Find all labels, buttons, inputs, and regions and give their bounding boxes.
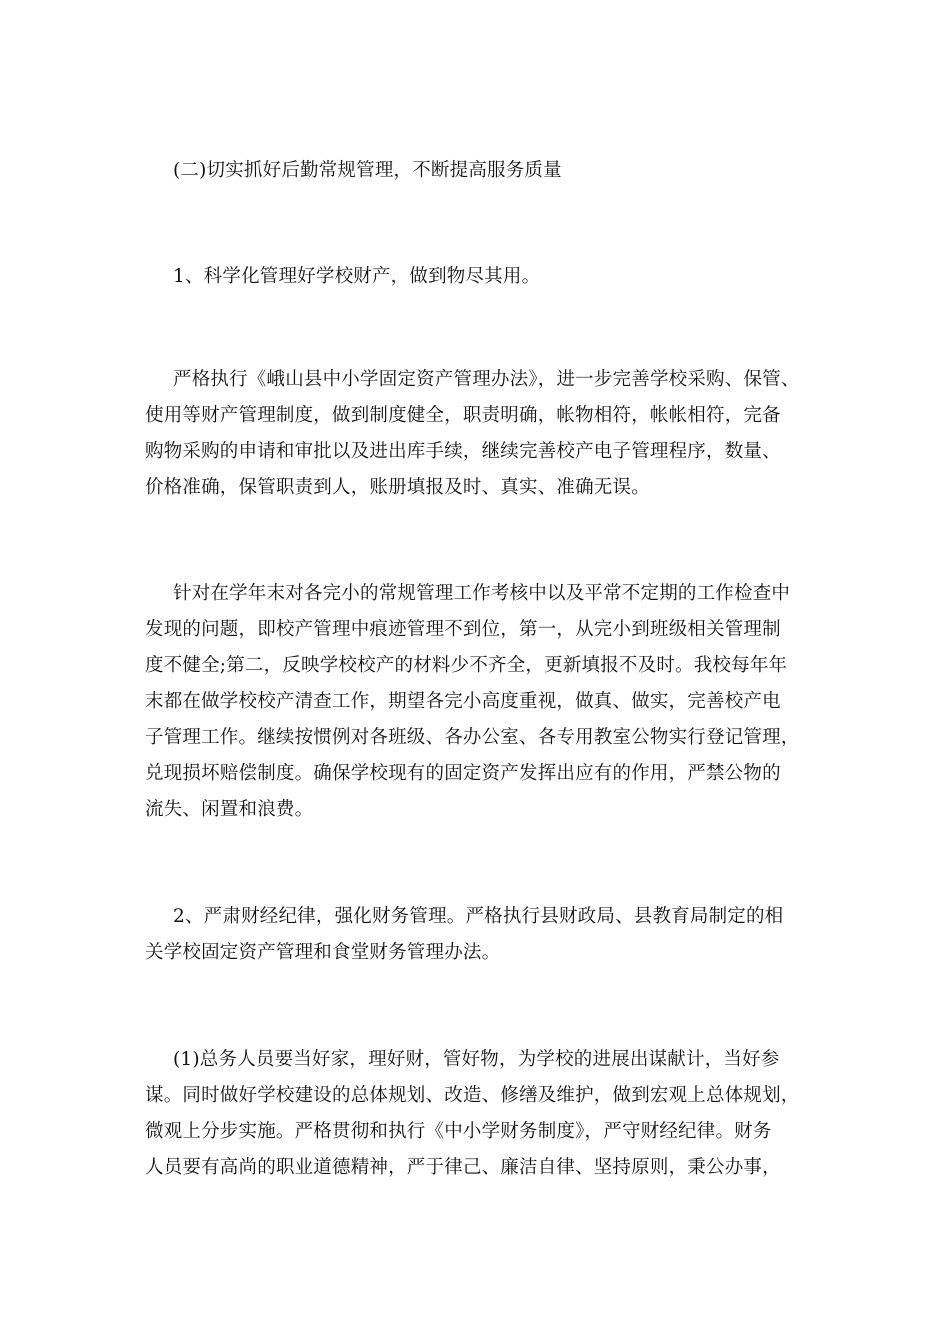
text-line: 发现的问题，即校产管理中痕迹管理不到位，第一，从完小到班级相关管理制 <box>145 619 781 640</box>
paragraph-staff-duties <box>145 1042 810 1186</box>
text-line: 1、科学化管理好学校财产，做到物尽其用。 <box>173 266 541 287</box>
text-line: 微观上分步实施。严格贯彻和执行《中小学财务制度》，严守财经纪律。财务 <box>145 1121 772 1142</box>
text-line: 购物采购的申请和审批以及进出库手续，继续完善校产电子管理程序，数量、 <box>145 441 781 462</box>
text-line: 人员要有高尚的职业道德精神，严于律己、廉洁自律、坚持原则，秉公办事， <box>145 1157 781 1178</box>
section-heading <box>145 153 810 189</box>
subsection-heading <box>145 259 810 295</box>
text-line: 针对在学年末对各完小的常规管理工作考核中以及平常不定期的工作检查中 <box>173 583 791 604</box>
text-line: 2、严肃财经纪律，强化财务管理。严格执行县财政局、县教育局制定的相 <box>173 906 784 927</box>
text-line: 子管理工作。继续按惯例对各班级、各办公室、各专用教室公物实行登记管理， <box>145 727 800 748</box>
text-line: 严格执行《峨山县中小学固定资产管理办法》，进一步完善学校采购、保管、 <box>173 369 800 390</box>
text-line: 兑现损坏赔偿制度。确保学校现有的固定资产发挥出应有的作用，严禁公物的 <box>145 763 781 784</box>
text-line: 末都在做学校校产清查工作，期望各完小高度重视，做真、做实，完善校产电 <box>145 691 781 712</box>
paragraph-financial-discipline <box>145 899 810 971</box>
text-line: 流失、闲置和浪费。 <box>145 799 314 820</box>
text-line: 关学校固定资产管理和食堂财务管理办法。 <box>145 942 501 963</box>
text-line: 谋。同时做好学校建设的总体规划、改造、修缮及维护，做到宏观上总体规划， <box>145 1085 800 1106</box>
text-line: (二)切实抓好后勤常规管理，不断提高服务质量 <box>173 160 562 181</box>
paragraph-asset-management <box>145 362 810 506</box>
text-line: 价格准确，保管职责到人，账册填报及时、真实、准确无误。 <box>145 477 650 498</box>
paragraph-inspection-issues <box>145 576 810 828</box>
text-line: 度不健全;第二，反映学校校产的材料少不齐全，更新填报不及时。我校每年年 <box>145 655 788 676</box>
text-line: (1)总务人员要当好家，理好财，管好物，为学校的进展出谋献计，当好参 <box>173 1049 780 1070</box>
text-line: 使用等财产管理制度，做到制度健全，职责明确，帐物相符，帐帐相符，完备 <box>145 405 781 426</box>
